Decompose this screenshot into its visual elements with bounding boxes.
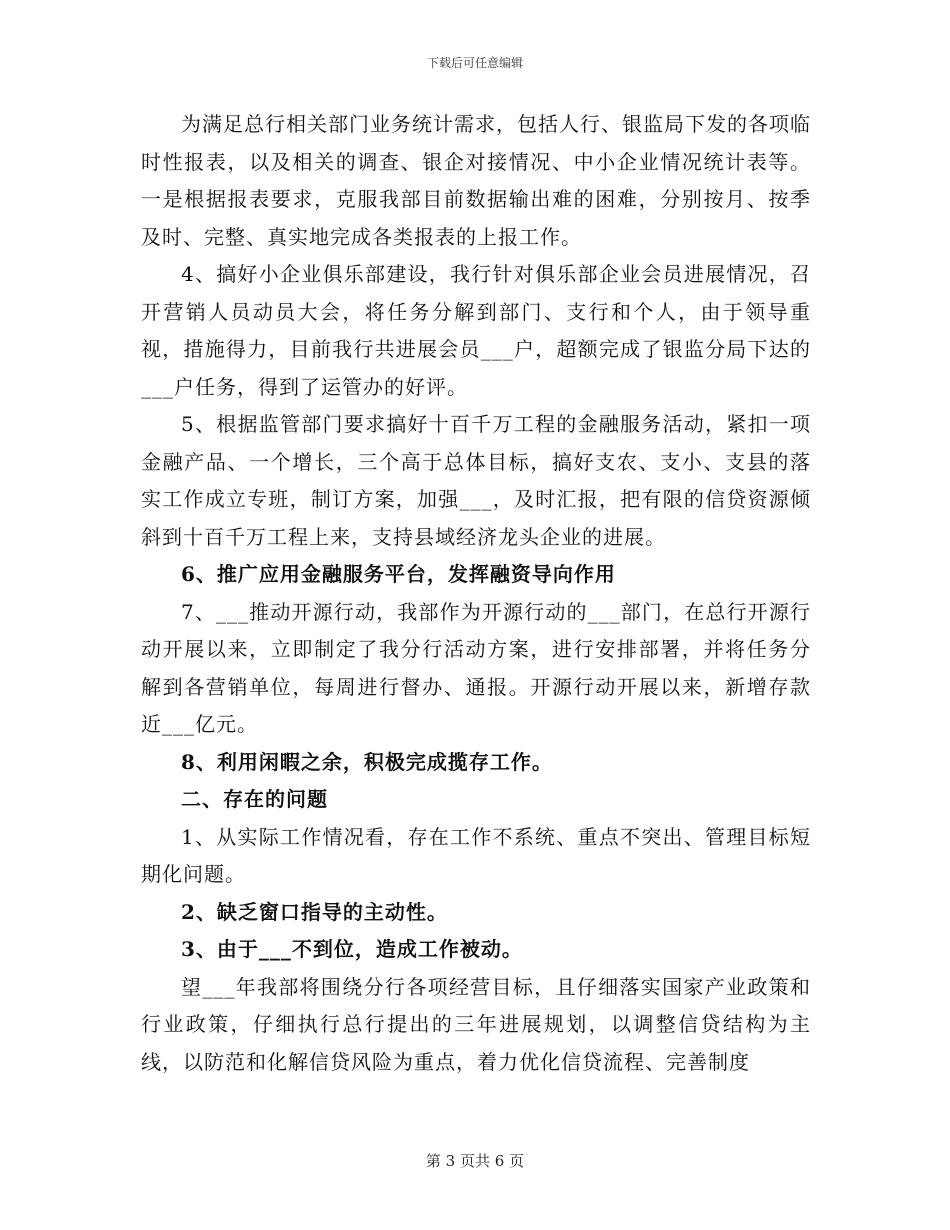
paragraph-10-heading: 3、由于___不到位，造成工作被动。: [181, 937, 523, 961]
paragraph-2: 4、搞好小企业俱乐部建设，我行针对俱乐部企业会员进展情况，召开营销人员动员大会，将任务分解到部门、支行和个人，由于领导重视，措施得力，目前我行共进展会员___户，超额完成了银监分局下达的___户任务，得到了运管办的好评。: [141, 262, 811, 399]
section-heading-problems: 二、存在的问题: [181, 787, 328, 811]
document-body: [141, 106, 811, 1081]
paragraph-9-heading: 2、缺乏窗口指导的主动性。: [181, 899, 448, 924]
paragraph-1: 为满足总行相关部门业务统计需求，包括人行、银监局下发的各项临时性报表，以及相关的调查、银企对接情况、中小企业情况统计表等。一是根据报表要求，克服我部目前数据输出难的困难，分别按月、按季及时、完整、真实地完成各类报表的上报工作。: [141, 112, 811, 249]
paragraph-3: 5、根据监管部门要求搞好十百千万工程的金融服务活动，紧扣一项金融产品、一个增长，三个高于总体目标，搞好支农、支小、支县的落实工作成立专班，制订方案，加强___，及时汇报，把有限的信贷资源倾斜到十百千万工程上来，支持县域经济龙头企业的进展。: [141, 412, 811, 549]
page-number-footer: 第 3 页共 6 页: [425, 1152, 525, 1170]
paragraph-8: 1、从实际工作情况看，存在工作不系统、重点不突出、管理目标短期化问题。: [141, 824, 811, 886]
paragraph-5: 7、___推动开源行动，我部作为开源行动的___部门，在总行开源行动开展以来，立即制定了我分行活动方案，进行安排部署，并将任务分解到各营销单位，每周进行督办、通报。开源行动开展以来，新增存款近___亿元。: [141, 599, 811, 736]
paragraph-11: 望___年我部将围绕分行各项经营目标，且仔细落实国家产业政策和行业政策，仔细执行总行提出的三年进展规划，以调整信贷结构为主线，以防范和化解信贷风险为重点，着力优化信贷流程、完善制度: [141, 974, 811, 1074]
paragraph-6-heading: 8、利用闲暇之余，积极完成揽存工作。: [181, 749, 553, 774]
page-header: 下载后可任意编辑: [426, 56, 523, 70]
paragraph-4-heading: 6、推广应用金融服务平台，发挥融资导向作用: [181, 562, 616, 586]
